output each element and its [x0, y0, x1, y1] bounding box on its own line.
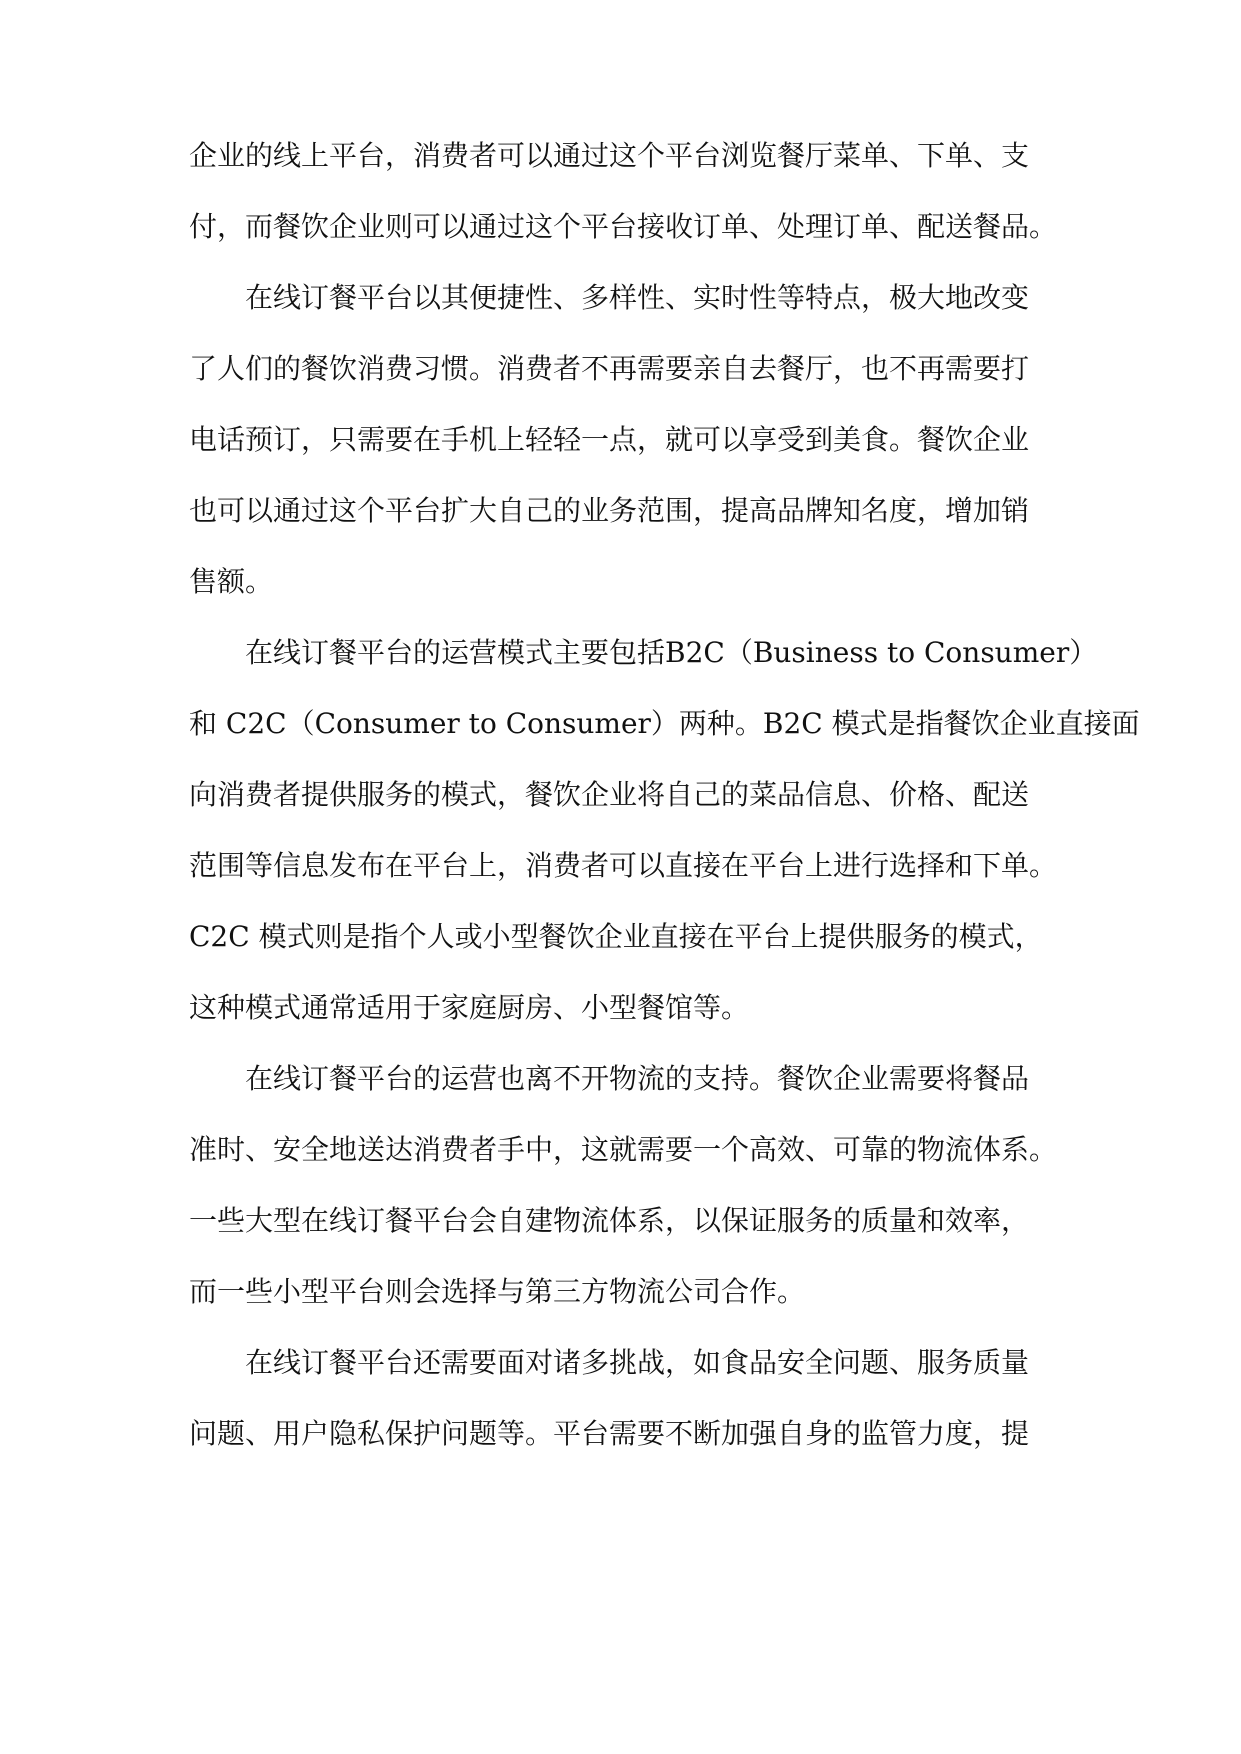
paragraph-first-line: 在线订餐平台的运营模式主要包括B2C（Business to Consumer）	[245, 636, 1098, 669]
paragraph-first-line: 在线订餐平台还需要面对诸多挑战，如食品安全问题、服务质量	[245, 1346, 1030, 1379]
text-line: 范围等信息发布在平台上，消费者可以直接在平台上进行选择和下单。	[189, 849, 1058, 882]
text-line: 一些大型在线订餐平台会自建物流体系，以保证服务的质量和效率，	[189, 1204, 1030, 1237]
text-line: 这种模式通常适用于家庭厨房、小型餐馆等。	[189, 991, 750, 1024]
text-line: 电话预订，只需要在手机上轻轻一点，就可以享受到美食。餐饮企业	[189, 423, 1030, 456]
text-line: 向消费者提供服务的模式，餐饮企业将自己的菜品信息、价格、配送	[189, 778, 1030, 811]
text-line: 付，而餐饮企业则可以通过这个平台接收订单、处理订单、配送餐品。	[189, 210, 1058, 243]
text-line: 准时、安全地送达消费者手中，这就需要一个高效、可靠的物流体系。	[189, 1133, 1058, 1166]
text-line: 售额。	[189, 565, 274, 598]
text-line: 也可以通过这个平台扩大自己的业务范围，提高品牌知名度，增加销	[189, 494, 1030, 527]
paragraph-first-line: 在线订餐平台的运营也离不开物流的支持。餐饮企业需要将餐品	[245, 1062, 1030, 1095]
text-line: 而一些小型平台则会选择与第三方物流公司合作。	[189, 1275, 806, 1308]
text-line: 问题、用户隐私保护问题等。平台需要不断加强自身的监管力度，提	[189, 1417, 1030, 1450]
text-line: C2C 模式则是指个人或小型餐饮企业直接在平台上提供服务的模式，	[189, 920, 1043, 953]
text-line: 企业的线上平台，消费者可以通过这个平台浏览餐厅菜单、下单、支	[189, 139, 1030, 172]
text-line: 了人们的餐饮消费习惯。消费者不再需要亲自去餐厅，也不再需要打	[189, 352, 1030, 385]
paragraph-first-line: 在线订餐平台以其便捷性、多样性、实时性等特点，极大地改变	[245, 281, 1030, 314]
text-line: 和 C2C（Consumer to Consumer）两种。B2C 模式是指餐饮企业直接面	[189, 707, 1140, 740]
